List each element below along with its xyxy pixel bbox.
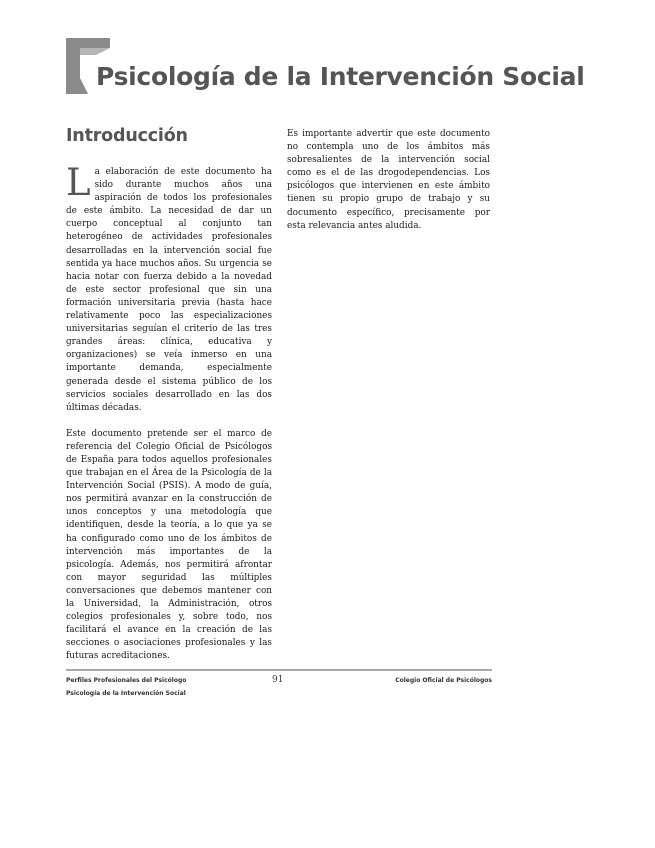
footer-divider — [66, 669, 492, 671]
paragraph-3: Es importante advertir que este documento no contempla uno de los ámbitos más sobresalientes de la intervención social como es el de las drogodependencias. Los psicólogos que intervienen en este ámbito tienen su propio grupo de trabajo y su documento específico, precisamente por esta relevancia antes aludida. — [287, 129, 490, 231]
footer-section-title: Psicología de la Intervención Social — [66, 690, 186, 697]
footer-organization: Colegio Oficial de Psicólogos — [395, 677, 492, 684]
right-column — [287, 128, 490, 233]
page-title: Psicología de la Intervención Social — [96, 62, 585, 91]
footer-publication: Perfiles Profesionales del Psicólogo — [66, 677, 187, 684]
left-column — [66, 161, 272, 663]
paragraph-1-text: a elaboración de este documento ha sido durante muchos años una aspiración de todos los profesionales de este ámbito. La necesidad de dar un cuerpo conceptual al conjunto tan heterogéneo de actividades profesionales desarrolladas en la intervención social fue sentida ya hace muchos años. Su urgencia se hacia notar con fuerza debido a la novedad de este sector profesional que sin una formación universitaria previa (hasta hace relativamente poco las especializaciones universitarias seguían el criterio de las tres grandes áreas: clínica, educativa y organizaciones) se veía inmerso en una importante demanda, especialmente generada desde el sistema público de los servicios sociales desarrollado en las dos últimas décadas. — [66, 167, 272, 413]
paragraph-1 — [66, 161, 272, 415]
page-number: 91 — [272, 675, 284, 685]
section-heading: Introducción — [66, 126, 188, 146]
drop-cap: L — [66, 161, 91, 204]
paragraph-2: Este documento pretende ser el marco de referencia del Colegio Oficial de Psicólogos de España para todos aquellos profesionales que trabajan en el Área de la Psicología de la Intervención Social (PSIS). A modo de guía, nos permitirá avanzar en la construcción de unos conceptos y una metodología que identifiquen, desde la teoría, a lo que ya se ha configurado como uno de los ámbitos de intervención más importantes de la psicología. Además, nos permitirá afrontar con mayor seguridad las múltiples conversaciones que debemos mantener con la Universidad, la Administración, otros colegios profesionales y, sobre todo, nos facilitará el avance en la creación de las secciones o asociaciones profesionales y las futuras acreditaciones. — [66, 428, 272, 662]
